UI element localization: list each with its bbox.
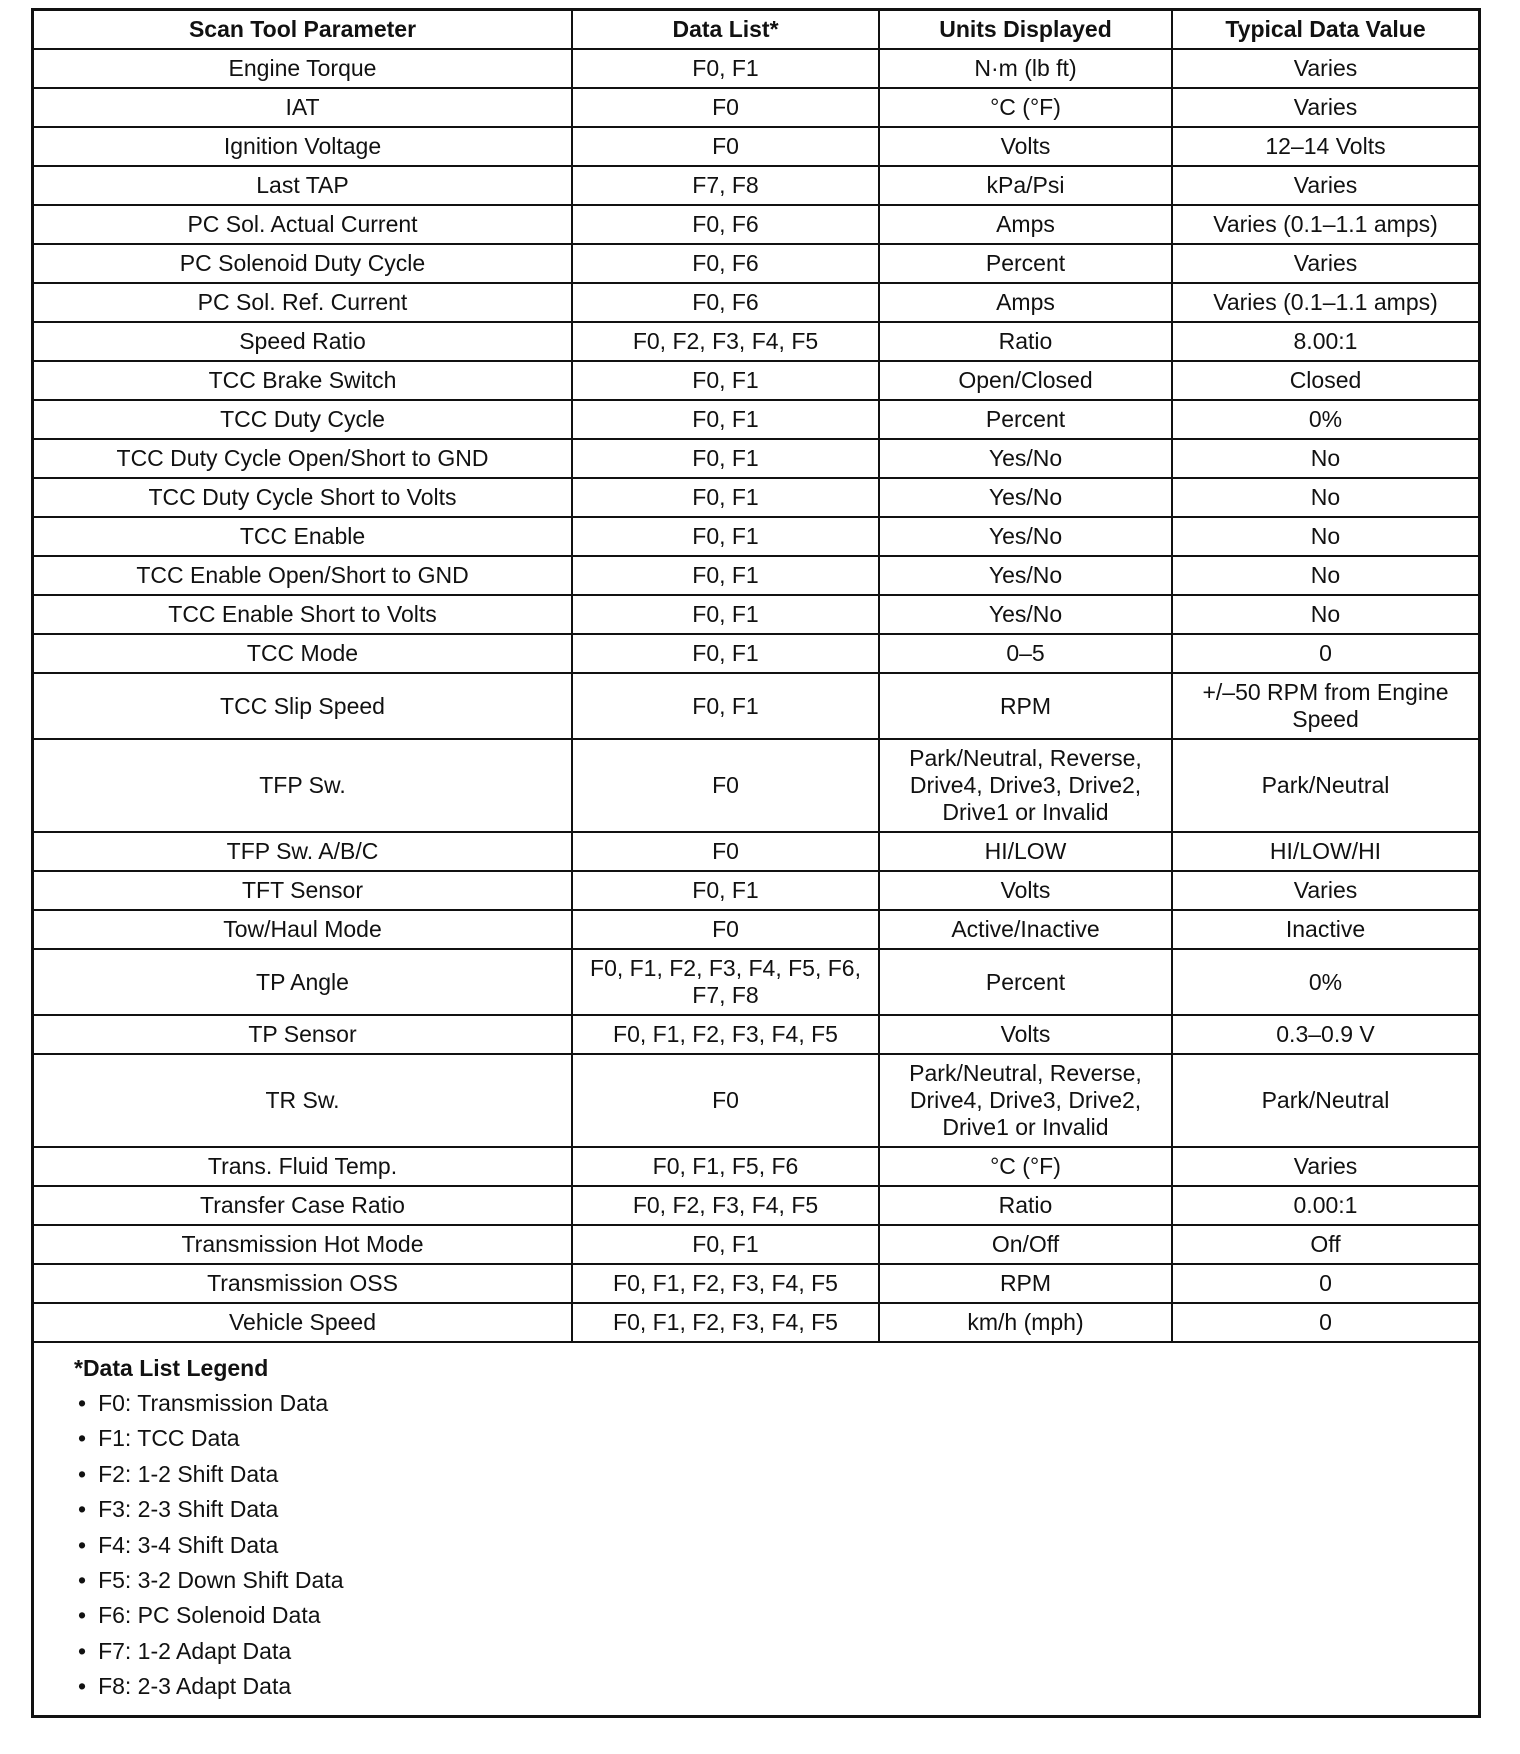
cell-units: km/h (mph)	[879, 1303, 1172, 1342]
legend-title: *Data List Legend	[74, 1355, 269, 1381]
cell-units: Percent	[879, 400, 1172, 439]
cell-parameter: TFP Sw. A/B/C	[34, 832, 572, 871]
legend-item: • F8: 2-3 Adapt Data	[78, 1669, 1478, 1704]
cell-data-list: F0, F1	[572, 595, 879, 634]
cell-typical-value: 0.3–0.9 V	[1172, 1015, 1478, 1054]
cell-data-list: F0, F6	[572, 283, 879, 322]
cell-typical-value: Varies	[1172, 166, 1478, 205]
cell-typical-value: No	[1172, 478, 1478, 517]
cell-typical-value: Park/Neutral	[1172, 739, 1478, 832]
cell-units: Yes/No	[879, 478, 1172, 517]
table-row	[34, 1225, 1478, 1264]
cell-data-list: F0	[572, 1054, 879, 1147]
cell-parameter: Transmission OSS	[34, 1264, 572, 1303]
legend-item: • F5: 3-2 Down Shift Data	[78, 1563, 1478, 1598]
cell-units: N·m (lb ft)	[879, 49, 1172, 88]
cell-units: kPa/Psi	[879, 166, 1172, 205]
cell-data-list: F0, F1	[572, 634, 879, 673]
cell-typical-value: Varies (0.1–1.1 amps)	[1172, 283, 1478, 322]
cell-units: Volts	[879, 871, 1172, 910]
cell-data-list: F0, F1	[572, 673, 879, 739]
cell-units: Yes/No	[879, 556, 1172, 595]
table-row	[34, 478, 1478, 517]
table-row	[34, 556, 1478, 595]
header-data-list: Data List*	[572, 11, 879, 49]
table-row	[34, 361, 1478, 400]
cell-parameter: TFT Sensor	[34, 871, 572, 910]
cell-parameter: Trans. Fluid Temp.	[34, 1147, 572, 1186]
cell-typical-value: 0%	[1172, 949, 1478, 1015]
cell-typical-value: No	[1172, 595, 1478, 634]
cell-parameter: TCC Brake Switch	[34, 361, 572, 400]
cell-data-list: F0	[572, 739, 879, 832]
cell-data-list: F0, F1	[572, 361, 879, 400]
cell-units: Ratio	[879, 322, 1172, 361]
cell-parameter: Engine Torque	[34, 49, 572, 88]
cell-units: Yes/No	[879, 595, 1172, 634]
cell-typical-value: Park/Neutral	[1172, 1054, 1478, 1147]
cell-data-list: F0	[572, 127, 879, 166]
cell-units: °C (°F)	[879, 1147, 1172, 1186]
legend-item: • F2: 1-2 Shift Data	[78, 1457, 1478, 1492]
table-row	[34, 1264, 1478, 1303]
table-row	[34, 1186, 1478, 1225]
table-row	[34, 49, 1478, 88]
cell-units: Park/Neutral, Reverse, Drive4, Drive3, Drive2, Drive1 or Invalid	[879, 1054, 1172, 1147]
cell-units: Ratio	[879, 1186, 1172, 1225]
cell-parameter: Tow/Haul Mode	[34, 910, 572, 949]
cell-typical-value: Varies	[1172, 1147, 1478, 1186]
cell-data-list: F0, F1, F2, F3, F4, F5	[572, 1264, 879, 1303]
cell-data-list: F0, F1, F2, F3, F4, F5	[572, 1015, 879, 1054]
legend-item: • F1: TCC Data	[78, 1421, 1478, 1456]
cell-data-list: F0, F1, F2, F3, F4, F5	[572, 1303, 879, 1342]
table-row	[34, 949, 1478, 1015]
cell-units: Volts	[879, 127, 1172, 166]
table-row	[34, 871, 1478, 910]
cell-parameter: Ignition Voltage	[34, 127, 572, 166]
cell-typical-value: 0.00:1	[1172, 1186, 1478, 1225]
cell-data-list: F0, F6	[572, 244, 879, 283]
cell-units: °C (°F)	[879, 88, 1172, 127]
cell-data-list: F0	[572, 910, 879, 949]
table-body	[34, 49, 1478, 1342]
cell-parameter: TCC Slip Speed	[34, 673, 572, 739]
cell-typical-value: No	[1172, 556, 1478, 595]
cell-parameter: Speed Ratio	[34, 322, 572, 361]
cell-data-list: F0, F1	[572, 400, 879, 439]
cell-typical-value: Varies	[1172, 49, 1478, 88]
legend-item: • F6: PC Solenoid Data	[78, 1598, 1478, 1633]
cell-parameter: PC Sol. Actual Current	[34, 205, 572, 244]
table-row	[34, 166, 1478, 205]
cell-typical-value: No	[1172, 439, 1478, 478]
cell-parameter: Transmission Hot Mode	[34, 1225, 572, 1264]
table-row	[34, 634, 1478, 673]
table-row	[34, 910, 1478, 949]
cell-data-list: F0, F1	[572, 871, 879, 910]
legend-item: • F0: Transmission Data	[78, 1386, 1478, 1421]
cell-parameter: TP Angle	[34, 949, 572, 1015]
cell-units: Amps	[879, 283, 1172, 322]
cell-typical-value: Inactive	[1172, 910, 1478, 949]
cell-data-list: F0, F2, F3, F4, F5	[572, 1186, 879, 1225]
cell-typical-value: 0	[1172, 1264, 1478, 1303]
scan-tool-parameter-table	[34, 11, 1478, 1343]
cell-parameter: TR Sw.	[34, 1054, 572, 1147]
cell-parameter: Transfer Case Ratio	[34, 1186, 572, 1225]
cell-data-list: F0, F1	[572, 1225, 879, 1264]
table-row	[34, 1015, 1478, 1054]
cell-units: Yes/No	[879, 517, 1172, 556]
cell-parameter: TCC Enable Short to Volts	[34, 595, 572, 634]
cell-typical-value: +/–50 RPM from Engine Speed	[1172, 673, 1478, 739]
cell-units: Park/Neutral, Reverse, Drive4, Drive3, Drive2, Drive1 or Invalid	[879, 739, 1172, 832]
cell-typical-value: 12–14 Volts	[1172, 127, 1478, 166]
cell-parameter: TFP Sw.	[34, 739, 572, 832]
cell-parameter: PC Solenoid Duty Cycle	[34, 244, 572, 283]
cell-data-list: F0, F1	[572, 478, 879, 517]
cell-data-list: F0, F2, F3, F4, F5	[572, 322, 879, 361]
table-row	[34, 517, 1478, 556]
cell-data-list: F0, F6	[572, 205, 879, 244]
table-row	[34, 673, 1478, 739]
scan-tool-data-document	[31, 8, 1481, 1718]
cell-data-list: F0	[572, 88, 879, 127]
cell-typical-value: No	[1172, 517, 1478, 556]
cell-typical-value: 0%	[1172, 400, 1478, 439]
table-row	[34, 127, 1478, 166]
cell-units: RPM	[879, 673, 1172, 739]
header-scan-tool-parameter: Scan Tool Parameter	[34, 11, 572, 49]
table-row	[34, 1303, 1478, 1342]
cell-parameter: TCC Enable	[34, 517, 572, 556]
cell-typical-value: Varies (0.1–1.1 amps)	[1172, 205, 1478, 244]
table-row	[34, 88, 1478, 127]
cell-parameter: TP Sensor	[34, 1015, 572, 1054]
header-typical-data-value: Typical Data Value	[1172, 11, 1478, 49]
cell-data-list: F0, F1	[572, 439, 879, 478]
table-header-row	[34, 11, 1478, 49]
cell-parameter: Vehicle Speed	[34, 1303, 572, 1342]
table-row	[34, 1054, 1478, 1147]
cell-parameter: Last TAP	[34, 166, 572, 205]
table-row	[34, 832, 1478, 871]
table-row	[34, 244, 1478, 283]
cell-parameter: PC Sol. Ref. Current	[34, 283, 572, 322]
cell-units: Percent	[879, 949, 1172, 1015]
cell-typical-value: Closed	[1172, 361, 1478, 400]
table-row	[34, 595, 1478, 634]
cell-units: Active/Inactive	[879, 910, 1172, 949]
cell-units: RPM	[879, 1264, 1172, 1303]
table-row	[34, 439, 1478, 478]
cell-typical-value: Off	[1172, 1225, 1478, 1264]
legend-item: • F4: 3-4 Shift Data	[78, 1528, 1478, 1563]
table-row	[34, 205, 1478, 244]
cell-typical-value: Varies	[1172, 871, 1478, 910]
cell-typical-value: 0	[1172, 1303, 1478, 1342]
cell-parameter: IAT	[34, 88, 572, 127]
table-row	[34, 1147, 1478, 1186]
legend-item: • F3: 2-3 Shift Data	[78, 1492, 1478, 1527]
cell-data-list: F0, F1	[572, 556, 879, 595]
cell-typical-value: Varies	[1172, 244, 1478, 283]
cell-parameter: TCC Duty Cycle Open/Short to GND	[34, 439, 572, 478]
cell-data-list: F7, F8	[572, 166, 879, 205]
cell-typical-value: 0	[1172, 634, 1478, 673]
cell-parameter: TCC Duty Cycle Short to Volts	[34, 478, 572, 517]
cell-units: Amps	[879, 205, 1172, 244]
cell-units: On/Off	[879, 1225, 1172, 1264]
cell-units: Open/Closed	[879, 361, 1172, 400]
cell-data-list: F0	[572, 832, 879, 871]
table-row	[34, 400, 1478, 439]
cell-data-list: F0, F1, F5, F6	[572, 1147, 879, 1186]
cell-typical-value: 8.00:1	[1172, 322, 1478, 361]
cell-units: Percent	[879, 244, 1172, 283]
legend-list	[74, 1386, 1478, 1705]
cell-units: Yes/No	[879, 439, 1172, 478]
table-row	[34, 322, 1478, 361]
cell-parameter: TCC Duty Cycle	[34, 400, 572, 439]
cell-units: 0–5	[879, 634, 1172, 673]
cell-typical-value: HI/LOW/HI	[1172, 832, 1478, 871]
header-units-displayed: Units Displayed	[879, 11, 1172, 49]
cell-parameter: TCC Enable Open/Short to GND	[34, 556, 572, 595]
cell-units: Volts	[879, 1015, 1172, 1054]
table-row	[34, 283, 1478, 322]
cell-data-list: F0, F1, F2, F3, F4, F5, F6, F7, F8	[572, 949, 879, 1015]
cell-typical-value: Varies	[1172, 88, 1478, 127]
cell-data-list: F0, F1	[572, 517, 879, 556]
data-list-legend	[34, 1343, 1478, 1715]
cell-parameter: TCC Mode	[34, 634, 572, 673]
cell-units: HI/LOW	[879, 832, 1172, 871]
table-row	[34, 739, 1478, 832]
legend-item: • F7: 1-2 Adapt Data	[78, 1634, 1478, 1669]
cell-data-list: F0, F1	[572, 49, 879, 88]
